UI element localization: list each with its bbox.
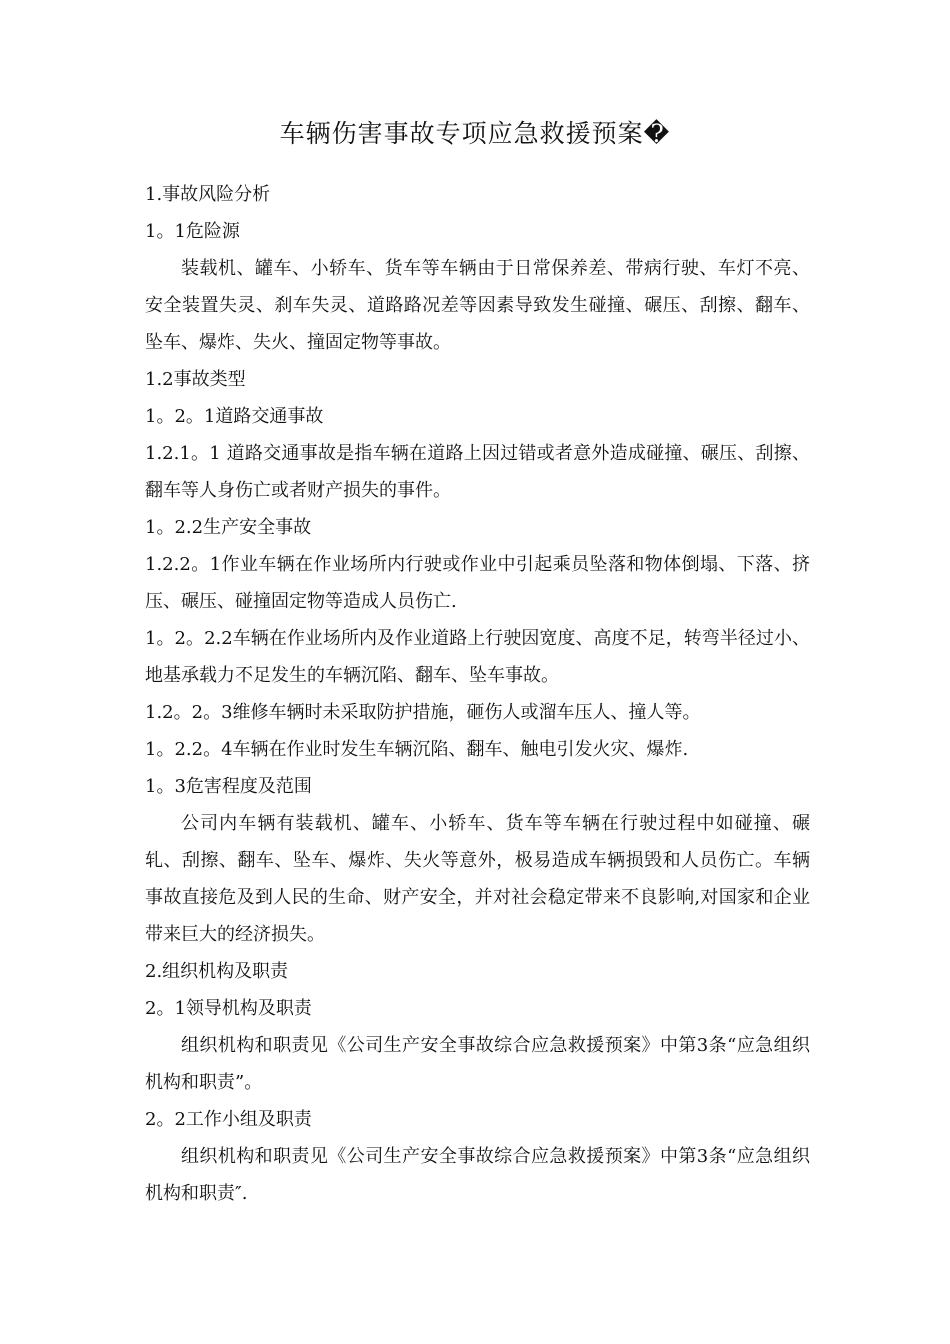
document-title: 车辆伤害事故专项应急救援预案� bbox=[279, 119, 671, 148]
heading-1-2-1: 1。2。1道路交通事故 bbox=[145, 406, 324, 427]
paragraph-working-group-duties: 组织机构和职责见《公司生产安全事故综合应急救援预案》中第3条“应急组织机构和职责″. bbox=[145, 1146, 810, 1204]
heading-1-2-2: 1。2.2生产安全事故 bbox=[145, 517, 312, 538]
paragraph-harm-scope: 公司内车辆有装载机、罐车、小轿车、货车等车辆在行驶过程中如碰撞、碾轧、刮擦、翻车、坠车、爆炸、失火等意外，极易造成车辆损毁和人员伤亡。车辆事故直接危及到人民的生命、财产安全，并对社会稳定带来不良影响,对国家和企业带来巨大的经济损失。 bbox=[145, 813, 810, 945]
heading-1-1: 1。1危险源 bbox=[145, 221, 240, 242]
heading-1-2: 1.2事故类型 bbox=[145, 369, 246, 390]
heading-1: 1.事故风险分析 bbox=[145, 184, 271, 205]
heading-2-1: 2。1领导机构及职责 bbox=[145, 998, 312, 1019]
paragraph-1-2-2-3: 1.2。2。3维修车辆时未采取防护措施，砸伤人或溜车压人、撞人等。 bbox=[145, 702, 701, 723]
heading-2: 2.组织机构及职责 bbox=[145, 961, 289, 982]
paragraph-1-2-1-1: 1.2.1。1 道路交通事故是指车辆在道路上因过错或者意外造成碰撞、碾压、刮擦、翻车等人身伤亡或者财产损失的事件。 bbox=[145, 443, 810, 501]
document-body bbox=[145, 176, 810, 1212]
paragraph-1-2-2-1: 1.2.2。1作业车辆在作业场所内行驶或作业中引起乘员坠落和物体倒塌、下落、挤压、碾压、碰撞固定物等造成人员伤亡. bbox=[145, 554, 810, 612]
heading-2-2: 2。2工作小组及职责 bbox=[145, 1109, 312, 1130]
paragraph-1-2-2-2: 1。2。2.2车辆在作业场所内及作业道路上行驶因宽度、高度不足，转弯半径过小、地基承载力不足发生的车辆沉陷、翻车、坠车事故。 bbox=[145, 628, 810, 686]
paragraph-hazard-sources: 装载机、罐车、小轿车、货车等车辆由于日常保养差、带病行驶、车灯不亮、安全装置失灵、刹车失灵、道路路况差等因素导致发生碰撞、碾压、刮擦、翻车、坠车、爆炸、失火、撞固定物等事故。 bbox=[145, 258, 810, 353]
paragraph-1-2-2-4: 1。2.2。4车辆在作业时发生车辆沉陷、翻车、触电引发火灾、爆炸. bbox=[145, 739, 689, 760]
paragraph-leadership-duties: 组织机构和职责见《公司生产安全事故综合应急救援预案》中第3条“应急组织机构和职责”。 bbox=[145, 1035, 810, 1093]
heading-1-3: 1。3危害程度及范围 bbox=[145, 776, 312, 797]
